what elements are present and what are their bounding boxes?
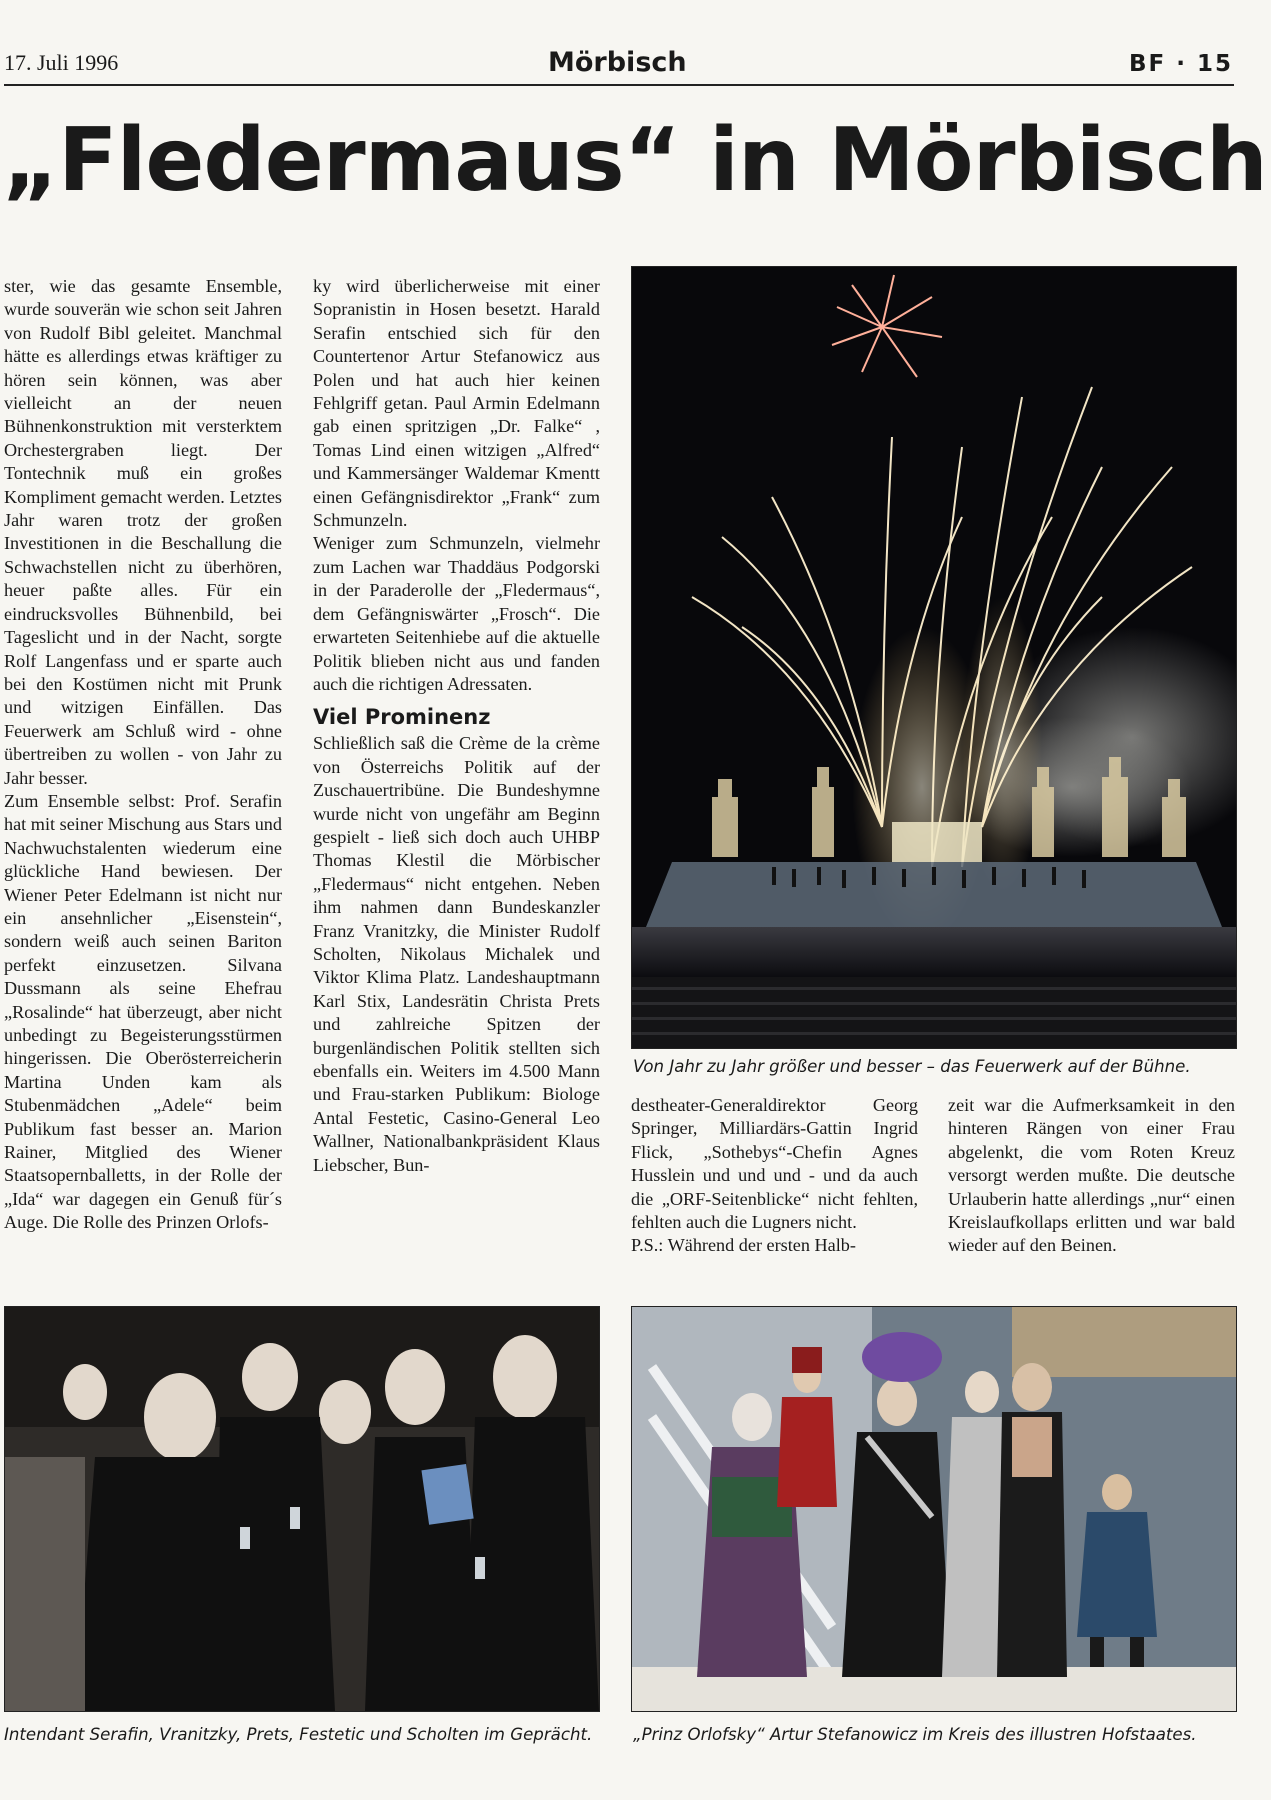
article-column-3 bbox=[631, 1094, 918, 1258]
article-column-1 bbox=[4, 275, 282, 1235]
vip-group-photo bbox=[4, 1306, 600, 1712]
fireworks-photo bbox=[631, 266, 1237, 1049]
vip-group-illustration bbox=[5, 1307, 599, 1711]
issue-date: 17. Juli 1996 bbox=[4, 50, 119, 75]
article-column-2 bbox=[313, 275, 600, 1177]
article-paragraph: P.S.: Während der ersten Halb- bbox=[631, 1235, 856, 1256]
caption-stage: „Prinz Orlofsky“ Artur Stefanowicz im Kreis des illustren Hofstaates. bbox=[633, 1725, 1197, 1744]
article-paragraph: destheater-Generaldirektor Georg Springer, Milliardärs-Gattin Ingrid Flick, „Sothebys“-Chefin Agnes Husslein und und und - und da auch die „ORF-Seitenblicke“ nicht fehlten, fehlten auch die Lugners nicht. bbox=[631, 1095, 918, 1233]
page-number: BF · 15 bbox=[1128, 51, 1233, 77]
article-column-4 bbox=[948, 1094, 1235, 1258]
header-rule bbox=[4, 84, 1234, 86]
section-title: Mörbisch bbox=[548, 47, 687, 78]
article-paragraph: ky wird überlicherweise mit einer Sopranistin in Hosen besetzt. Harald Serafin entschied sich für den Countertenor Artur Stefanowicz aus Polen und hat auch hier keinen Fehlgriff getan. Paul Armin Edelmann gab einen spritzigen „Dr. Falke“ , Tomas Lind einen witzigen „Alfred“ und Kammersänger Waldemar Kmentt einen Gefängnisdirektor „Frank“ zum Schmunzeln. bbox=[313, 276, 600, 531]
subheading: Viel Prominenz bbox=[313, 705, 491, 730]
article-paragraph: Schließlich saß die Crème de la crème von Österreichs Politik auf der Zuschauertribüne. Die Bundeshymne wurde nicht von ungefähr am Beginn gespielt - ließ sich doch auch UHBP Thomas Klestil die Mörbischer „Fledermaus“ nicht entgehen. Neben ihm nahmen dann Bundeskanzler Franz Vranitzky, die Minister Rudolf Scholten, Nikolaus Michalek und Viktor Klima Platz. Landeshauptmann Karl Stix, Landesrätin Christa Prets und zahlreiche Spitzen der burgenländischen Politik stellten sich ebenfalls ein. Weiters im 4.500 Mann und Frau-starken Publikum: Biologe Antal Festetic, Casino-General Leo Wallner, Nationalbankpräsident Klaus Liebscher, Bun- bbox=[313, 733, 600, 1175]
article-paragraph: zeit war die Aufmerksamkeit in den hinteren Rängen von einer Frau abgelenkt, die vom Roten Kreuz versorgt werden mußte. Die deutsche Urlauberin hatte allerdings „nur“ einen Kreislaufkollaps erlitten und war bald wieder auf den Beinen. bbox=[948, 1095, 1235, 1256]
article-paragraph: Weniger zum Schmunzeln, vielmehr zum Lachen war Thaddäus Podgorski in der Paraderolle der „Fledermaus“, dem Gefängniswärter „Frosch“. Die erwarteten Seitenhiebe auf die aktuelle Politik blieben nicht aus und fanden auch die richtigen Adressaten. bbox=[313, 533, 600, 694]
ensemble-photo bbox=[631, 1306, 1237, 1712]
caption-group: Intendant Serafin, Vranitzky, Prets, Festetic und Scholten im Geprächt. bbox=[4, 1725, 593, 1744]
article-paragraph: Zum Ensemble selbst: Prof. Serafin hat mit seiner Mischung aus Stars und Nachwuchstalenten wiederum eine glückliche Hand bewiesen. Der Wiener Peter Edelmann ist nicht nur ein ansehnlicher „Eisenstein“, sondern weiß auch seinen Bariton perfekt einzusetzen. Silvana Dussmann als seine Ehefrau „Rosalinde“ hat überzeugt, aber nicht unbedingt zu Begeisterungsstürmen hingerissen. Die Oberösterreicherin Martina Unden kam als Stubenmädchen „Adele“ beim Publikum fast besser an. Marion Rainer, Mitglied des Wiener Staatsopernballetts, in der Rolle der „Ida“ war dagegen ein Genuß für´s Auge. Die Rolle des Prinzen Orlofs- bbox=[4, 790, 282, 1233]
headline: „Fledermaus“ in Mörbisch bbox=[2, 109, 1267, 211]
caption-fireworks: Von Jahr zu Jahr größer und besser – das Feuerwerk auf der Bühne. bbox=[633, 1057, 1191, 1076]
ensemble-illustration bbox=[632, 1307, 1236, 1711]
article-paragraph: ster, wie das gesamte Ensemble, wurde souverän wie schon seit Jahren von Rudolf Bibl geleitet. Manchmal hätte es allerdings etwas kräftiger zu hören sein können, was aber vielleicht an der neuen Bühnenkonstruktion mit versterktem Orchestergraben liegt. Der Tontechnik muß ein großes Kompliment gemacht werden. Letztes Jahr waren trotz der großen Investitionen in die Beschallung die Schwachstellen nicht zu überhören, heuer paßte alles. Für ein eindrucksvolles Bühnenbild, bei Tageslicht und in der Nacht, sorgte Rolf Langenfass und er sparte auch bei den Kostümen nicht mit Prunk und witzigen Einfällen. Das Feuerwerk am Schluß wird - ohne übertreiben zu wollen - von Jahr zu Jahr besser. bbox=[4, 276, 282, 788]
fireworks-illustration bbox=[632, 267, 1236, 1048]
